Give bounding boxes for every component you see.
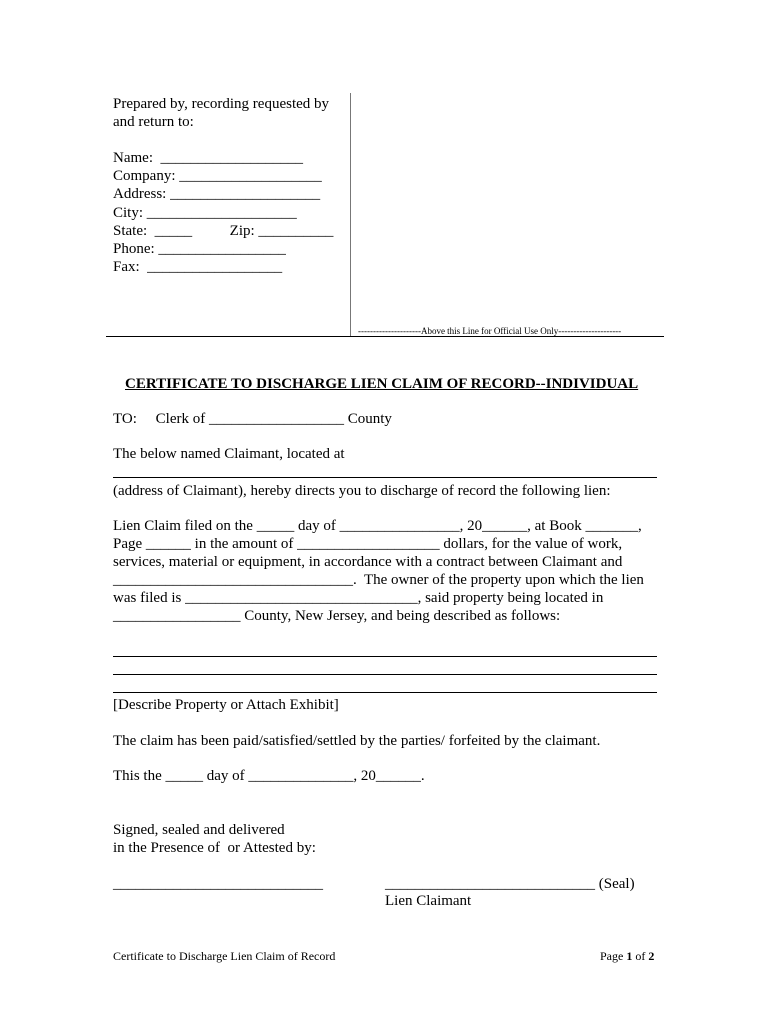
witness-signature-line[interactable]: ____________________________: [113, 876, 323, 892]
page-prefix: Page: [600, 949, 627, 963]
claim-paid-statement: The claim has been paid/satisfied/settled by the parties/ forfeited by the claimant.: [113, 733, 601, 749]
fax-field[interactable]: Fax: __________________: [113, 259, 283, 275]
date-line[interactable]: This the _____ day of ______________, 20______.: [113, 768, 425, 784]
page-of: of: [632, 949, 649, 963]
claimant-signature-line[interactable]: ____________________________ (Seal): [385, 876, 635, 892]
lien-paragraph-line[interactable]: Lien Claim filed on the _____ day of ________________, 20______, at Book _______,: [113, 518, 642, 534]
name-field[interactable]: Name: ___________________: [113, 150, 303, 166]
city-field[interactable]: City: ____________________: [113, 205, 297, 221]
property-description-blank[interactable]: [113, 674, 657, 675]
company-field[interactable]: Company: ___________________: [113, 168, 322, 184]
footer-page-number: [600, 949, 654, 963]
lien-paragraph-line[interactable]: _________________ County, New Jersey, and being described as follows:: [113, 608, 561, 624]
signed-sealed-line2: in the Presence of or Attested by:: [113, 840, 316, 856]
claimant-located-line: The below named Claimant, located at: [113, 446, 345, 462]
to-clerk-line[interactable]: TO: Clerk of __________________ County: [113, 411, 392, 427]
phone-field[interactable]: Phone: _________________: [113, 241, 286, 257]
prepared-by-line2: and return to:: [113, 114, 194, 130]
page-current: 1: [626, 949, 633, 963]
address-field[interactable]: Address: ____________________: [113, 186, 321, 202]
official-use-label: ---------------------Above this Line for Official Use Only---------------------: [358, 326, 622, 336]
address-of-claimant-note: (address of Claimant), hereby directs you to discharge of record the following lien:: [113, 483, 611, 499]
claimant-address-blank[interactable]: [113, 477, 657, 478]
page-total: 2: [648, 949, 655, 963]
document-title: CERTIFICATE TO DISCHARGE LIEN CLAIM OF RECORD--INDIVIDUAL: [125, 376, 639, 392]
lien-claimant-label: Lien Claimant: [385, 893, 472, 909]
lien-paragraph-line[interactable]: Page ______ in the amount of ___________________ dollars, for the value of work,: [113, 536, 623, 552]
footer-document-name: Certificate to Discharge Lien Claim of Record: [113, 949, 336, 963]
state-zip-field[interactable]: State: _____ Zip: __________: [113, 223, 334, 239]
describe-property-note: [Describe Property or Attach Exhibit]: [113, 697, 339, 713]
lien-paragraph-line: services, material or equipment, in accordance with a contract between Claimant and: [113, 554, 623, 570]
lien-paragraph-line[interactable]: was filed is _______________________________, said property being located in: [113, 590, 604, 606]
prepared-by-line1: Prepared by, recording requested by: [113, 96, 330, 112]
lien-paragraph-line[interactable]: ________________________________. The owner of the property upon which the lien: [113, 572, 644, 588]
header-divider-vertical: [350, 93, 351, 337]
property-description-blank[interactable]: [113, 656, 657, 657]
property-description-blank[interactable]: [113, 692, 657, 693]
signed-sealed-line1: Signed, sealed and delivered: [113, 822, 285, 838]
